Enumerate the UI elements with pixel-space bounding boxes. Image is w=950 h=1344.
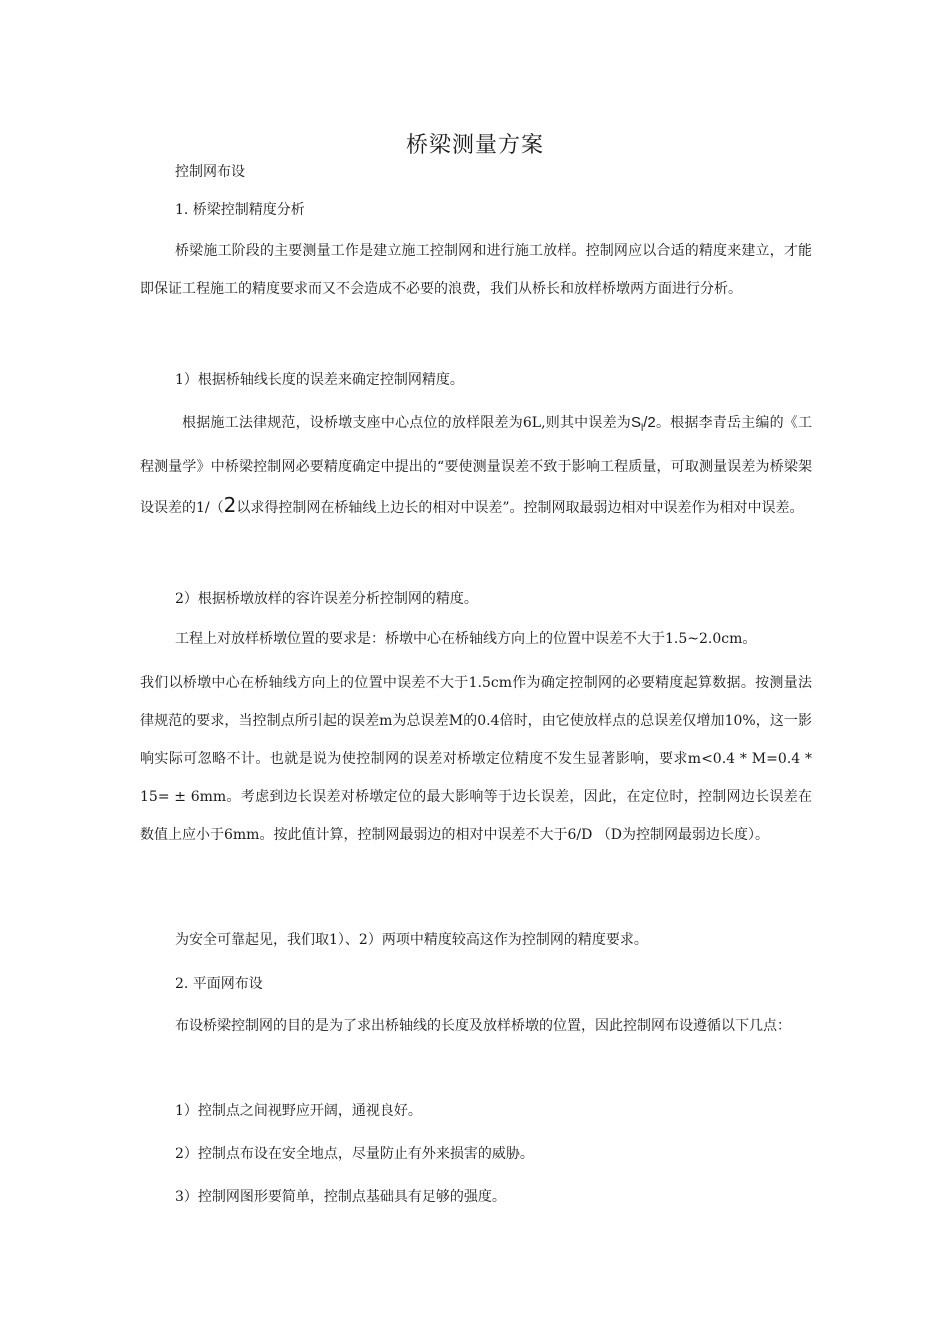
paragraph-axis-length-part1: 根据施工法律规范，设桥墩支座中心点位的放样限差为6L,则其中误差为: [182, 415, 631, 431]
heading-precision-analysis: 1. 桥梁控制精度分析: [175, 202, 305, 218]
formula-two: 2: [223, 492, 237, 517]
paragraph-axis-length: [140, 404, 812, 527]
list-item-pier-setting-out: 2）根据桥墩放样的容许误差分析控制网的精度。: [175, 591, 478, 607]
document-title: 桥梁测量方案: [405, 133, 544, 158]
paragraph-network-purpose: 布设桥梁控制网的目的是为了求出桥轴线的长度及放样桥墩的位置，因此控制网布设遵循以下几点：: [175, 1018, 791, 1034]
list-item-bridge-axis: 1）根据桥轴线长度的误差来确定控制网精度。: [175, 372, 464, 388]
formula-subscript: l: [641, 422, 644, 434]
paragraph-intro: 桥梁施工阶段的主要测量工作是建立施工控制网和进行施工放样。控制网应以合适的精度来建立，才能即保证工程施工的精度要求而又不会造成不必要的浪费，我们从桥长和放样桥墩两方面进行分析。: [140, 243, 812, 297]
paragraph-axis-length-part3: 以求得控制网在桥轴线上边长的相对中误差”。控制网取最弱边相对中误差作为相对中误差。: [236, 499, 804, 516]
list-item-simple-geometry: 3）控制网图形要简单，控制点基础具有足够的强度。: [175, 1189, 506, 1205]
paragraph-axis-length-part2: 。根据李青岳主编的《工程测量学》中桥梁控制网必要精度确定中提出的“要使测量误差不致于影响工程质量，可取测量误差为桥梁架设误差的1/（: [140, 415, 812, 516]
paragraph-safety-choice: 为安全可靠起见，我们取1）、2）两项中精度较高这作为控制网的精度要求。: [175, 932, 648, 948]
heading-plane-network: 2. 平面网布设: [175, 976, 263, 992]
section-heading: 控制网布设: [175, 164, 245, 180]
paragraph-pier-requirement-first-line: 工程上对放样桥墩位置的要求是：桥墩中心在桥轴线方向上的位置中误差不大于1.5~2.0cm。: [175, 631, 757, 647]
formula-s: S: [630, 414, 641, 431]
list-item-safety: 2）控制点布设在安全地点，尽量防止有外来损害的威胁。: [175, 1146, 534, 1162]
paragraph-pier-requirement: 我们以桥墩中心在桥轴线方向上的位置中误差不大于1.5cm作为确定控制网的必要精度起算数据。按测量法律规范的要求，当控制点所引起的误差m为总误差M的0.4倍时，由它使放样点的总误差仅增加10%，这一影响实际可忽略不计。也就是说为使控制网的误差对桥墩定位精度不发生显著影响，要求m<0.4 * M=0.4 * 15= ± 6mm。考虑到边长误差对桥墩定位的最大影响等于边长误差，因此，在定位时，控制网边长误差在数值上应小于6mm。按此值计算，控制网最弱边的相对中误差不大于6/D （D为控制网最弱边长度）。: [140, 675, 812, 843]
list-item-visibility: 1）控制点之间视野应开阔，通视良好。: [175, 1103, 422, 1119]
formula-divisor: /2: [643, 414, 656, 431]
